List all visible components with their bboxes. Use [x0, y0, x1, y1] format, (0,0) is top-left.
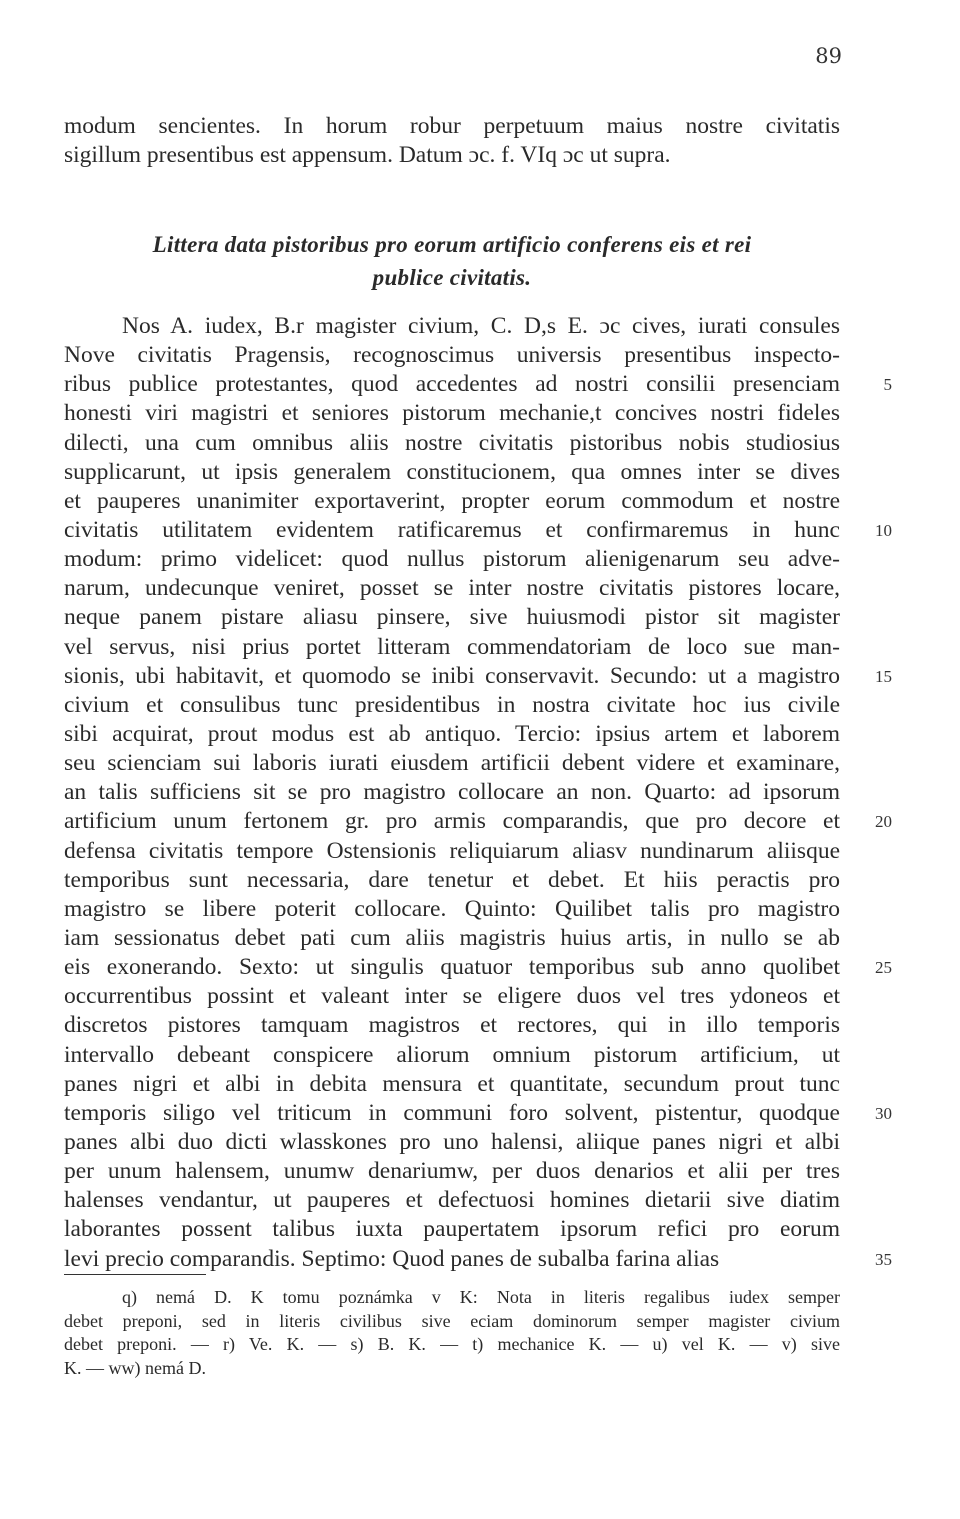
- body-line: [64, 895, 840, 924]
- body-line-text: temporibus sunt necessaria, dare tenetur et debet. Et hiis peractis pro: [64, 866, 840, 893]
- line-number: 10: [875, 520, 892, 540]
- heading-line: publice civitatis.: [372, 265, 532, 290]
- body-line-text: intervallo debeant conspicere aliorum omnium pistorum artificium, ut: [64, 1041, 840, 1068]
- body-line-text: artificium unum fertonem gr. pro armis comparandis, que pro decore et: [64, 808, 840, 835]
- document-body: [64, 312, 892, 1274]
- body-line-text: dilecti, una cum omnibus aliis nostre civitatis pistoribus nobis studiosius: [64, 429, 840, 456]
- body-line-text: et pauperes unanimiter exportaverint, propter eorum commodum et nostre: [64, 487, 840, 514]
- body-line: [64, 516, 892, 545]
- body-line: [64, 633, 840, 662]
- line-number: 30: [875, 1103, 892, 1123]
- body-line-text: supplicarunt, ut ipsis generalem constitucionem, qua omnes inter se dives: [64, 458, 840, 485]
- footnote-divider: [64, 1274, 206, 1275]
- body-line: [64, 662, 892, 691]
- body-line-text: levi precio comparandis. Septimo: Quod panes de subalba farina alias: [64, 1245, 720, 1272]
- body-line: [64, 778, 840, 807]
- body-line: [64, 837, 840, 866]
- body-line: [64, 1215, 840, 1244]
- body-line: [64, 603, 840, 632]
- line-number: 5: [883, 375, 892, 395]
- line-number: 20: [875, 812, 892, 832]
- line-number: 25: [875, 958, 892, 978]
- body-line-text: narum, undecunque veniret, posset se inter nostre civitatis pistores locare,: [64, 575, 840, 602]
- section-heading: [64, 228, 840, 294]
- body-line: [64, 312, 840, 341]
- body-line-text: magistro se libere poterit collocare. Quinto: Quilibet talis pro magistro: [64, 895, 840, 922]
- body-line: [64, 1070, 840, 1099]
- body-line: [64, 982, 840, 1011]
- body-line-text: temporis siligo vel triticum in communi foro solvent, pistentur, quodque: [64, 1099, 840, 1126]
- body-line-text: an talis sufficiens sit se pro magistro collocare an non. Quarto: ad ipsorum: [64, 779, 840, 806]
- body-line: [64, 1245, 892, 1274]
- body-line: [64, 429, 840, 458]
- body-line: [64, 720, 840, 749]
- page-number: 89: [815, 44, 842, 68]
- body-line: [64, 574, 840, 603]
- body-line-text: seu scienciam sui laboris iurati eiusdem artificii debent videre et examinare,: [64, 750, 840, 777]
- text-line: modum sencientes. In horum robur perpetuum maius nostre civitatis: [64, 113, 840, 139]
- body-line-text: defensa civitatis tempore Ostensionis reliquiarum aliasv nundinarum aliisque: [64, 837, 840, 864]
- footnote-line: debet preponi. — r) Ve. K. — s) B. K. — t) mechanice K. — u) vel K. — v) sive: [64, 1334, 840, 1354]
- body-line: [64, 487, 840, 516]
- body-line: [64, 370, 892, 399]
- body-line-text: neque panem pistare aliasu pinsere, sive huiusmodi pistor sit magister: [64, 604, 840, 631]
- body-line: [64, 691, 840, 720]
- body-line-text: eis exonerando. Sexto: ut singulis quatuor temporibus sub anno quolibet: [64, 954, 840, 981]
- footnote-line: q) nemá D. K tomu poznámka v K: Nota in literis regalibus iudex semper: [122, 1287, 840, 1307]
- body-line-text: civitatis utilitatem evidentem ratificaremus et confirmaremus in hunc: [64, 516, 840, 543]
- line-number: 35: [875, 1249, 892, 1269]
- body-line: [64, 1011, 840, 1040]
- footnotes: [64, 1286, 840, 1380]
- body-line-text: iam sessionatus debet pati cum aliis magistris huius artis, in nullo se ab: [64, 924, 840, 951]
- body-line: [64, 807, 892, 836]
- body-line: [64, 1041, 840, 1070]
- body-line: [64, 1099, 892, 1128]
- body-line: [64, 866, 840, 895]
- body-line-text: laborantes possent talibus iuxta paupertatem ipsorum refici pro eorum: [64, 1216, 840, 1243]
- footnote-line: K. — ww) nemá D.: [64, 1357, 206, 1378]
- body-line-text: occurrentibus possint et valeant inter se eligere duos vel tres ydoneos et: [64, 983, 840, 1010]
- footnote-line: debet preponi, sed in literis civilibus sive eciam dominorum semper magister civium: [64, 1310, 840, 1331]
- body-line-text: panes nigri et albi in debita mensura et quantitate, secundum prout tunc: [64, 1070, 840, 1097]
- body-line-text: Nove civitatis Pragensis, recognoscimus universis presentibus inspecto-: [64, 342, 840, 369]
- body-line-text: per unum halensem, unumw denariumw, per duos denarios et alii per tres: [64, 1158, 840, 1185]
- body-line-text: vel servus, nisi prius portet litteram commendatoriam de loco sue man-: [64, 633, 840, 660]
- opening-paragraph: [64, 112, 840, 170]
- body-line: [64, 924, 840, 953]
- body-line-text: discretos pistores tamquam magistros et rectores, qui in illo temporis: [64, 1012, 840, 1039]
- heading-line: Littera data pistoribus pro eorum artificio conferens eis et rei: [152, 232, 752, 257]
- body-line: [64, 953, 892, 982]
- body-line: [64, 749, 840, 778]
- body-line-text: panes albi duo dicti wlasskones pro uno halensi, aliique panes nigri et albi: [64, 1128, 840, 1155]
- body-line: [64, 341, 840, 370]
- body-line: [64, 1157, 840, 1186]
- body-line: [64, 458, 840, 487]
- body-line: [64, 399, 840, 428]
- body-line-text: civium et consulibus tunc presidentibus in nostra civitate hoc ius civile: [64, 691, 840, 718]
- body-line-text: honesti viri magistri et seniores pistorum mechanie,t concives nostri fideles: [64, 400, 840, 427]
- body-line: [64, 1186, 840, 1215]
- body-line: [64, 545, 840, 574]
- body-line-text: ribus publice protestantes, quod accedentes ad nostri consilii presenciam: [64, 371, 840, 398]
- text-line: sigillum presentibus est appensum. Datum ɔc. f. VIq ɔc ut supra.: [64, 142, 671, 169]
- body-line-text: halenses vendantur, ut pauperes et defectuosi homines dietarii sive diatim: [64, 1187, 840, 1214]
- body-line: [64, 1128, 840, 1157]
- body-line-text: sibi acquirat, prout modus est ab antiquo. Tercio: ipsius artem et laborem: [64, 720, 840, 747]
- body-line-text: sionis, ubi habitavit, et quomodo se inibi conservavit. Secundo: ut a magistro: [64, 662, 840, 689]
- line-number: 15: [875, 666, 892, 686]
- body-line-text: Nos A. iudex, B.r magister civium, C. D,s E. ɔc cives, iurati consules: [122, 313, 840, 339]
- body-line-text: modum: primo videlicet: quod nullus pistorum alienigenarum seu adve-: [64, 546, 840, 573]
